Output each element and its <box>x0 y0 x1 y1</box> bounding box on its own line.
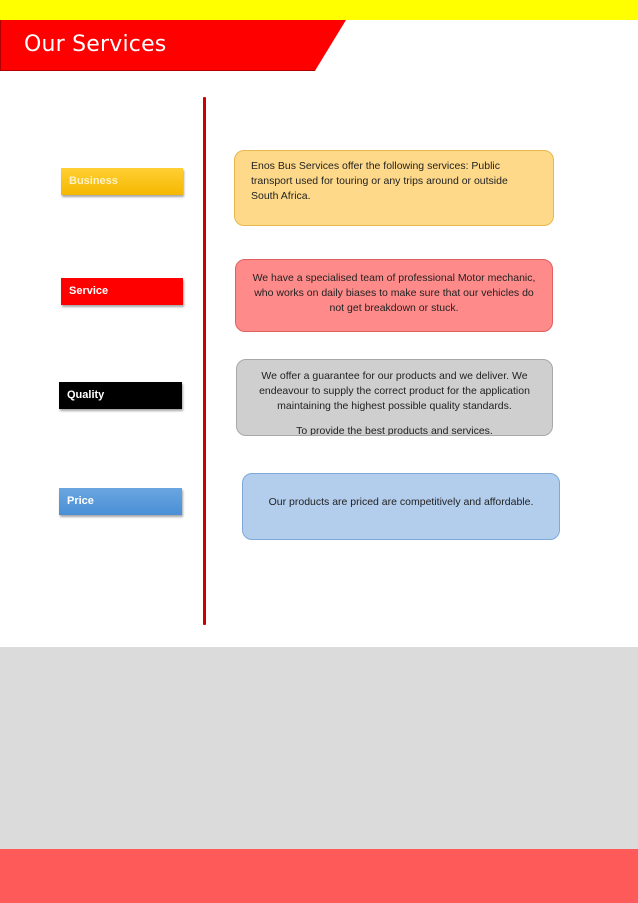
description-line: maintaining the highest possible quality standards. <box>277 400 512 412</box>
vertical-divider <box>203 97 206 625</box>
description-line: We offer a guarantee for our products and we deliver. We <box>261 370 528 382</box>
top-accent-bar <box>0 0 638 20</box>
description-line: Enos Bus Services offer the following services: Public <box>251 160 501 172</box>
category-label-quality: Quality <box>59 382 182 409</box>
footer-red-bar <box>0 849 638 903</box>
description-line: transport used for touring or any trips around or outside <box>251 175 508 187</box>
service-description-price <box>242 473 560 540</box>
service-description-quality <box>236 359 553 436</box>
description-line: We have a specialised team of professional Motor mechanic, <box>252 272 536 284</box>
description-line: not get breakdown or stuck. <box>329 302 459 314</box>
category-label-price: Price <box>59 488 182 515</box>
service-description-service <box>235 259 553 332</box>
category-label-service: Service <box>61 278 183 305</box>
description-line: endeavour to supply the correct product for the application <box>259 385 530 397</box>
description-line: Our products are priced are competitively and affordable. <box>268 496 534 508</box>
description-line: South Africa. <box>251 190 311 202</box>
page-title: Our Services <box>24 32 167 57</box>
description-line: who works on daily biases to make sure that our vehicles do <box>254 287 534 299</box>
description-extra-line: To provide the best products and services. <box>296 425 493 436</box>
service-description-business <box>234 150 554 226</box>
category-label-business: Business <box>61 168 183 195</box>
footer-gray-panel <box>0 647 638 849</box>
